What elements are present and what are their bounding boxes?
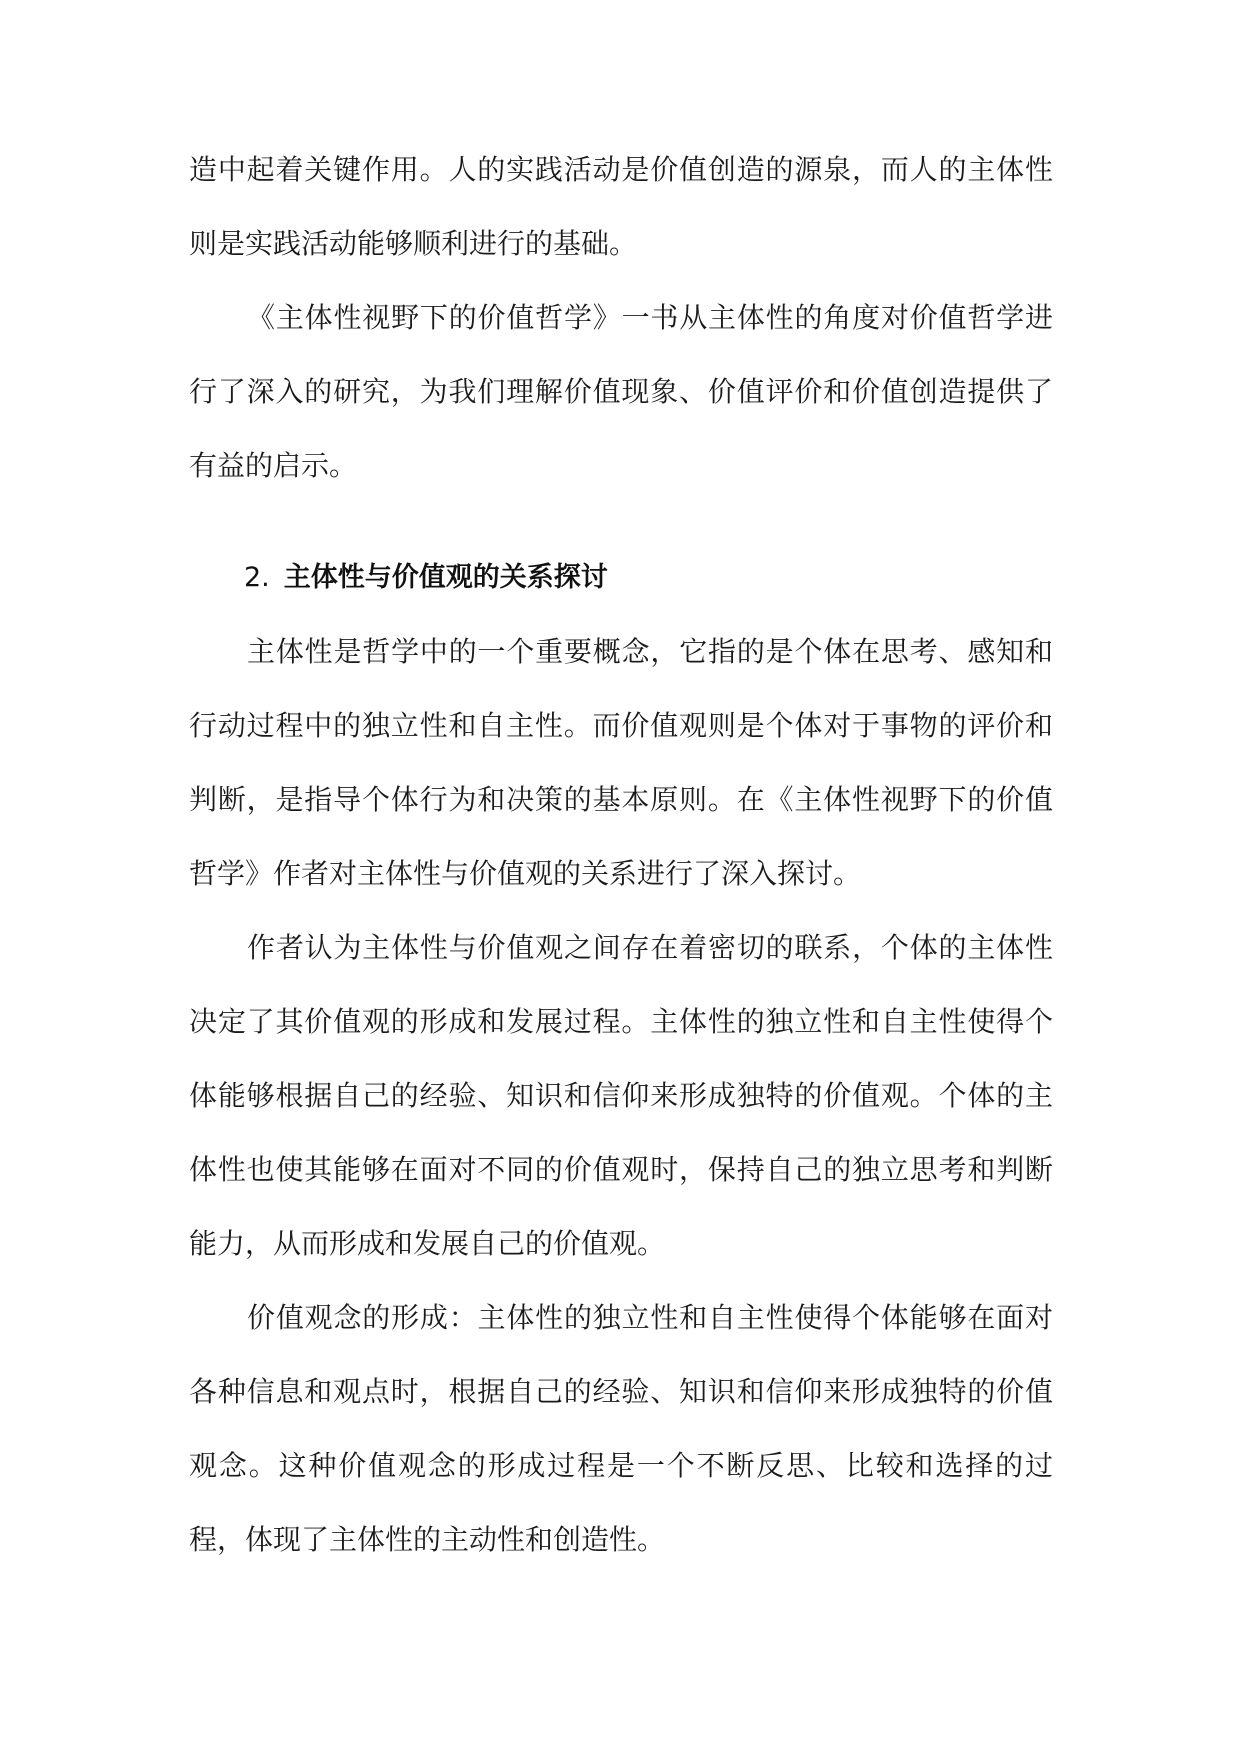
section-number: 2. bbox=[244, 562, 270, 593]
paragraph-book-summary: 《主体性视野下的价值哲学》一书从主体性的角度对价值哲学进行了深入的研究，为我们理解价值现象、价值评价和价值创造提供了有益的启示。 bbox=[189, 301, 1053, 482]
paragraph-author-view: 作者认为主体性与价值观之间存在着密切的联系，个体的主体性决定了其价值观的形成和发展过程。主体性的独立性和自主性使得个体能够根据自己的经验、知识和信仰来形成独特的价值观。个体的主体性也使其能够在面对不同的价值观时，保持自己的独立思考和判断能力，从而形成和发展自己的价值观。 bbox=[189, 931, 1053, 1260]
paragraph-value-formation: 价值观念的形成：主体性的独立性和自主性使得个体能够在面对各种信息和观点时，根据自己的经验、知识和信仰来形成独特的价值观念。这种价值观念的形成过程是一个不断反思、比较和选择的过程，体现了主体性的主动性和创造性。 bbox=[189, 1301, 1053, 1556]
paragraph-continuation: 造中起着关键作用。人的实践活动是价值创造的源泉，而人的主体性则是实践活动能够顺利进行的基础。 bbox=[189, 153, 1053, 260]
document-body bbox=[189, 133, 1053, 1577]
section-title: 主体性与价值观的关系探讨 bbox=[283, 562, 608, 593]
paragraph-subjectivity-definition: 主体性是哲学中的一个重要概念，它指的是个体在思考、感知和行动过程中的独立性和自主性。而价值观则是个体对于事物的评价和判断，是指导个体行为和决策的基本原则。在《主体性视野下的价值哲学》作者对主体性与价值观的关系进行了深入探讨。 bbox=[189, 635, 1053, 890]
section-heading bbox=[189, 541, 1053, 615]
